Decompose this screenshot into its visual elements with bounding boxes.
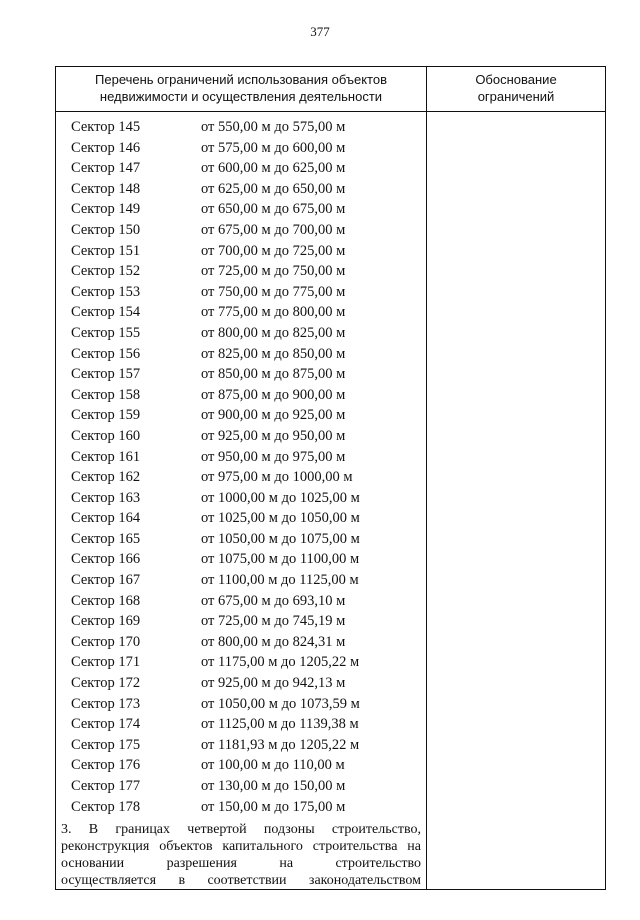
table-row bbox=[56, 735, 426, 756]
sector-label: Сектор 162 bbox=[71, 469, 141, 486]
header-divider bbox=[56, 111, 605, 112]
sector-label: Сектор 154 bbox=[71, 304, 141, 321]
paragraph-word: объектов bbox=[159, 839, 213, 854]
sector-range: от 950,00 м до 975,00 м bbox=[201, 448, 346, 465]
sector-label: Сектор 149 bbox=[71, 201, 141, 218]
paragraph-word: 3. bbox=[61, 822, 72, 837]
sector-label: Сектор 170 bbox=[71, 633, 141, 650]
sector-label: Сектор 157 bbox=[71, 366, 141, 383]
paragraph-item-3 bbox=[61, 821, 421, 889]
sector-label: Сектор 177 bbox=[71, 778, 141, 794]
header-right-line2: ограничений bbox=[477, 89, 555, 104]
table-row bbox=[56, 673, 426, 694]
sector-range: от 1050,00 м до 1073,59 м bbox=[201, 695, 360, 712]
table-row bbox=[56, 220, 426, 241]
table-row bbox=[56, 508, 426, 529]
sector-range: от 1050,00 м до 1075,00 м bbox=[201, 530, 360, 547]
sector-label: Сектор 161 bbox=[71, 448, 141, 465]
header-left-line1: Перечень ограничений использования объектов bbox=[95, 72, 387, 87]
table-row bbox=[56, 199, 426, 220]
sector-label: Сектор 173 bbox=[71, 695, 141, 712]
table-row bbox=[56, 179, 426, 200]
paragraph-word: законодательством bbox=[308, 873, 421, 888]
table-row bbox=[56, 591, 426, 612]
sector-range: от 575,00 м до 600,00 м bbox=[201, 139, 346, 156]
paragraph-word: на bbox=[407, 839, 421, 854]
sector-label: Сектор 155 bbox=[71, 324, 141, 341]
page-number: 377 bbox=[310, 24, 330, 39]
sector-range: от 130,00 м до 150,00 м bbox=[201, 778, 346, 794]
paragraph-word: реконструкция bbox=[61, 839, 150, 854]
paragraph-word: четвертой bbox=[187, 822, 247, 837]
sector-label: Сектор 178 bbox=[71, 798, 141, 815]
table-row bbox=[56, 241, 426, 262]
sector-label: Сектор 147 bbox=[71, 160, 141, 177]
table-row bbox=[56, 405, 426, 426]
paragraph-word: строительство bbox=[335, 856, 421, 871]
paragraph-word: строительства bbox=[312, 839, 398, 854]
paragraph-word: подзоны bbox=[263, 822, 315, 837]
table-row bbox=[56, 714, 426, 735]
sector-range: от 1100,00 м до 1125,00 м bbox=[201, 572, 359, 589]
sector-label: Сектор 165 bbox=[71, 530, 141, 547]
table-row bbox=[56, 385, 426, 406]
table-row bbox=[56, 282, 426, 303]
sector-range: от 725,00 м до 745,19 м bbox=[201, 613, 346, 630]
paragraph-word: разрешения bbox=[166, 856, 237, 871]
table-row bbox=[56, 323, 426, 344]
sector-label: Сектор 153 bbox=[71, 283, 141, 300]
sector-label: Сектор 174 bbox=[71, 716, 141, 733]
table-row bbox=[56, 426, 426, 447]
sector-range: от 1125,00 м до 1139,38 м bbox=[201, 716, 359, 733]
sector-range: от 675,00 м до 700,00 м bbox=[201, 221, 346, 238]
table-row bbox=[56, 549, 426, 570]
sector-range: от 875,00 м до 900,00 м bbox=[201, 386, 346, 403]
paragraph-line bbox=[61, 855, 421, 872]
sector-range: от 900,00 м до 925,00 м bbox=[201, 407, 346, 424]
sector-label: Сектор 158 bbox=[71, 386, 141, 403]
table-row bbox=[56, 694, 426, 715]
table-row bbox=[56, 344, 426, 365]
restrictions-table bbox=[55, 66, 606, 890]
table-row bbox=[56, 447, 426, 468]
paragraph-word: осуществляется bbox=[61, 873, 157, 888]
paragraph-word: на bbox=[279, 856, 294, 871]
sector-label: Сектор 159 bbox=[71, 407, 141, 424]
sector-label: Сектор 172 bbox=[71, 675, 141, 692]
table-row bbox=[56, 467, 426, 488]
table-row bbox=[56, 570, 426, 591]
column-divider bbox=[426, 67, 427, 889]
table-row bbox=[56, 488, 426, 509]
paragraph-word: границах bbox=[115, 822, 171, 837]
header-justification bbox=[427, 71, 605, 105]
sector-range: от 1025,00 м до 1050,00 м bbox=[201, 510, 360, 527]
sector-range: от 1181,93 м до 1205,22 м bbox=[201, 736, 360, 753]
paragraph-line bbox=[61, 821, 421, 838]
paragraph-word: основании bbox=[61, 856, 125, 871]
sector-label: Сектор 146 bbox=[71, 139, 141, 156]
sector-label: Сектор 175 bbox=[71, 736, 141, 753]
sector-range: от 625,00 м до 650,00 м bbox=[201, 180, 346, 197]
sector-range: от 100,00 м до 110,00 м bbox=[201, 757, 345, 774]
sector-range: от 1075,00 м до 1100,00 м bbox=[201, 551, 360, 568]
sector-rows bbox=[56, 117, 426, 817]
sector-label: Сектор 176 bbox=[71, 757, 141, 774]
table-row bbox=[56, 158, 426, 179]
sector-range: от 150,00 м до 175,00 м bbox=[201, 798, 346, 815]
paragraph-word: в bbox=[178, 873, 186, 888]
sector-range: от 850,00 м до 875,00 м bbox=[201, 366, 346, 383]
sector-label: Сектор 160 bbox=[71, 427, 141, 444]
sector-label: Сектор 171 bbox=[71, 654, 141, 671]
sector-range: от 800,00 м до 824,31 м bbox=[201, 633, 346, 650]
sector-range: от 650,00 м до 675,00 м bbox=[201, 201, 346, 218]
paragraph-line bbox=[61, 838, 421, 855]
sector-label: Сектор 167 bbox=[71, 572, 141, 589]
sector-label: Сектор 156 bbox=[71, 345, 141, 362]
table-row bbox=[56, 776, 426, 797]
sector-label: Сектор 168 bbox=[71, 592, 141, 609]
sector-range: от 800,00 м до 825,00 м bbox=[201, 324, 346, 341]
sector-label: Сектор 148 bbox=[71, 180, 141, 197]
sector-range: от 825,00 м до 850,00 м bbox=[201, 345, 346, 362]
sector-label: Сектор 166 bbox=[71, 551, 141, 568]
sector-range: от 725,00 м до 750,00 м bbox=[201, 263, 346, 280]
paragraph-word: В bbox=[88, 822, 99, 837]
sector-range: от 675,00 м до 693,10 м bbox=[201, 592, 346, 609]
sector-range: от 1175,00 м до 1205,22 м bbox=[201, 654, 360, 671]
sector-label: Сектор 145 bbox=[71, 119, 141, 135]
table-row bbox=[56, 632, 426, 653]
sector-range: от 975,00 м до 1000,00 м bbox=[201, 469, 353, 486]
sector-range: от 550,00 м до 575,00 м bbox=[201, 119, 346, 135]
sector-label: Сектор 150 bbox=[71, 221, 141, 238]
sector-label: Сектор 164 bbox=[71, 510, 141, 527]
sector-range: от 1000,00 м до 1025,00 м bbox=[201, 489, 360, 506]
table-row bbox=[56, 261, 426, 282]
table-row bbox=[56, 302, 426, 323]
sector-range: от 700,00 м до 725,00 м bbox=[201, 242, 346, 259]
table-row bbox=[56, 138, 426, 159]
table-row bbox=[56, 117, 426, 138]
sector-label: Сектор 151 bbox=[71, 242, 141, 259]
table-row bbox=[56, 611, 426, 632]
header-left-line2: недвижимости и осуществления деятельности bbox=[99, 89, 383, 104]
paragraph-line bbox=[61, 872, 421, 889]
table-row bbox=[56, 364, 426, 385]
table-row bbox=[56, 797, 426, 818]
paragraph-word: строительство, bbox=[331, 822, 421, 837]
header-right-line1: Обоснование bbox=[475, 72, 557, 87]
sector-label: Сектор 163 bbox=[71, 489, 141, 506]
table-row bbox=[56, 652, 426, 673]
table-row bbox=[56, 755, 426, 776]
sector-label: Сектор 169 bbox=[71, 613, 141, 630]
sector-range: от 925,00 м до 950,00 м bbox=[201, 427, 346, 444]
sector-range: от 750,00 м до 775,00 м bbox=[201, 283, 346, 300]
paragraph-word: соответствии bbox=[207, 873, 287, 888]
sector-range: от 600,00 м до 625,00 м bbox=[201, 160, 346, 177]
sector-label: Сектор 152 bbox=[71, 263, 141, 280]
paragraph-word: капитального bbox=[222, 839, 303, 854]
sector-range: от 925,00 м до 942,13 м bbox=[201, 675, 346, 692]
sector-range: от 775,00 м до 800,00 м bbox=[201, 304, 346, 321]
table-row bbox=[56, 529, 426, 550]
header-restrictions-list bbox=[56, 71, 426, 105]
